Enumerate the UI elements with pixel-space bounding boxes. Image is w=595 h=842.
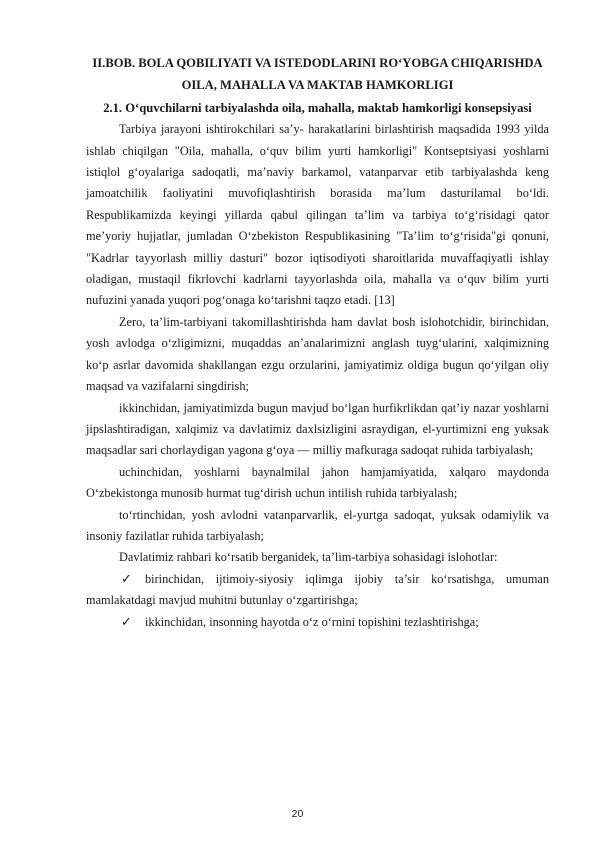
checklist-item	[86, 569, 549, 612]
paragraph: ikkinchidan, jamiyatimizda bugun mavjud bo‘lgan hurfikrlikdan qat’iy nazar yoshlarni jipslashtiradigan, xalqimiz va davlatimiz daxlsizligini asraydigan, el-yurtimizni eng yuksak maqsadlar sari chorlaydigan yagona g‘oya — milliy mafkuraga sadoqat ruhida tarbiyalash;	[86, 400, 549, 458]
page-number: 20	[291, 808, 304, 820]
section-title: 2.1. O‘quvchilarni tarbiyalashda oila, mahalla, maktab hamkorligi konsepsiyasi	[103, 100, 532, 115]
document-page	[86, 52, 549, 633]
checkmark-icon: ✓	[121, 571, 132, 587]
paragraph: Zero, ta’lim-tarbiyani takomillashtirishda ham davlat bosh islohotchidir, birinchidan, yosh avlodga o‘zligimizni, muqaddas an’analarimizni anglash tuyg‘ularini, xalqimizning ko‘p asrlar davomida shakllangan ezgu orzularini, jamiyatimiz oldiga bugun qo‘yilgan oliy maqsad va vazifalarni singdirish;	[86, 314, 549, 394]
paragraph: Davlatimiz rahbari ko‘rsatib berganidek, ta’lim-tarbiya sohasidagi islohotlar:	[119, 550, 498, 565]
checklist-item-text: ikkinchidan, insonning hayotda o‘z o‘rnini topishini tezlashtirishga;	[145, 614, 479, 629]
paragraph: uchinchidan, yoshlarni baynalmilal jahon hamjamiyatida, xalqaro maydonda O‘zbekistonga munosib hurmat tug‘dirish uchun intilish ruhida tarbiyalash;	[86, 464, 549, 501]
chapter-title: II.BOB. BOLA QOBILIYATI VA ISTEDODLARINI RO‘YOBGA CHIQARISHDA OILA, MAHALLA VA MAKTAB HAMKORLIGI	[92, 56, 543, 93]
checklist-item-text: birinchidan, ijtimoiy-siyosiy iqlimga ijobiy ta’sir ko‘rsatishga, umuman mamlakatdagi mavjud muhitni butunlay o‘zgartirishga;	[86, 571, 549, 608]
paragraph: to‘rtinchidan, yosh avlodni vatanparvarlik, el-yurtga sadoqat, yuksak odamiylik va insoniy fazilatlar ruhida tarbiyalash;	[86, 507, 549, 543]
checklist-item	[86, 612, 549, 633]
paragraph: Tarbiya jarayoni ishtirokchilari sa’y- harakatlarini birlashtirish maqsadida 1993 yilda ishlab chiqilgan "Oila, mahalla, o‘quv bilim yurti hamkorligi" Kontseptsiyasi yoshlarni istiqlol g‘oyalariga sadoqatli, ma’naviy barkamol, vatanparvar etib tarbiyalashda keng jamoatchilik faoliyatini muvofiqlashtirish borasida ma’lum dasturilamal bo‘ldi. Respublikamizda keyingi yillarda qabul qilingan ta’lim va tarbiya to‘g‘risidagi qator me’yoriy hujjatlar, jumladan O‘zbekiston Respublikasining "Ta’lim to‘g‘risida"gi qonuni, "Kadrlar tayyorlash milliy dasturi" bozor iqtisodiyoti sharoitlarida muvaffaqiyatli ishlay oladigan, mustaqil fikrlovchi kadrlarni tayyorlashda oila, mahalla va o‘quv bilim yurti nufuzini yanada yuqori pog‘onaga ko‘tarishni taqzo etadi. [13]	[86, 122, 549, 308]
checkmark-icon: ✓	[121, 614, 132, 630]
